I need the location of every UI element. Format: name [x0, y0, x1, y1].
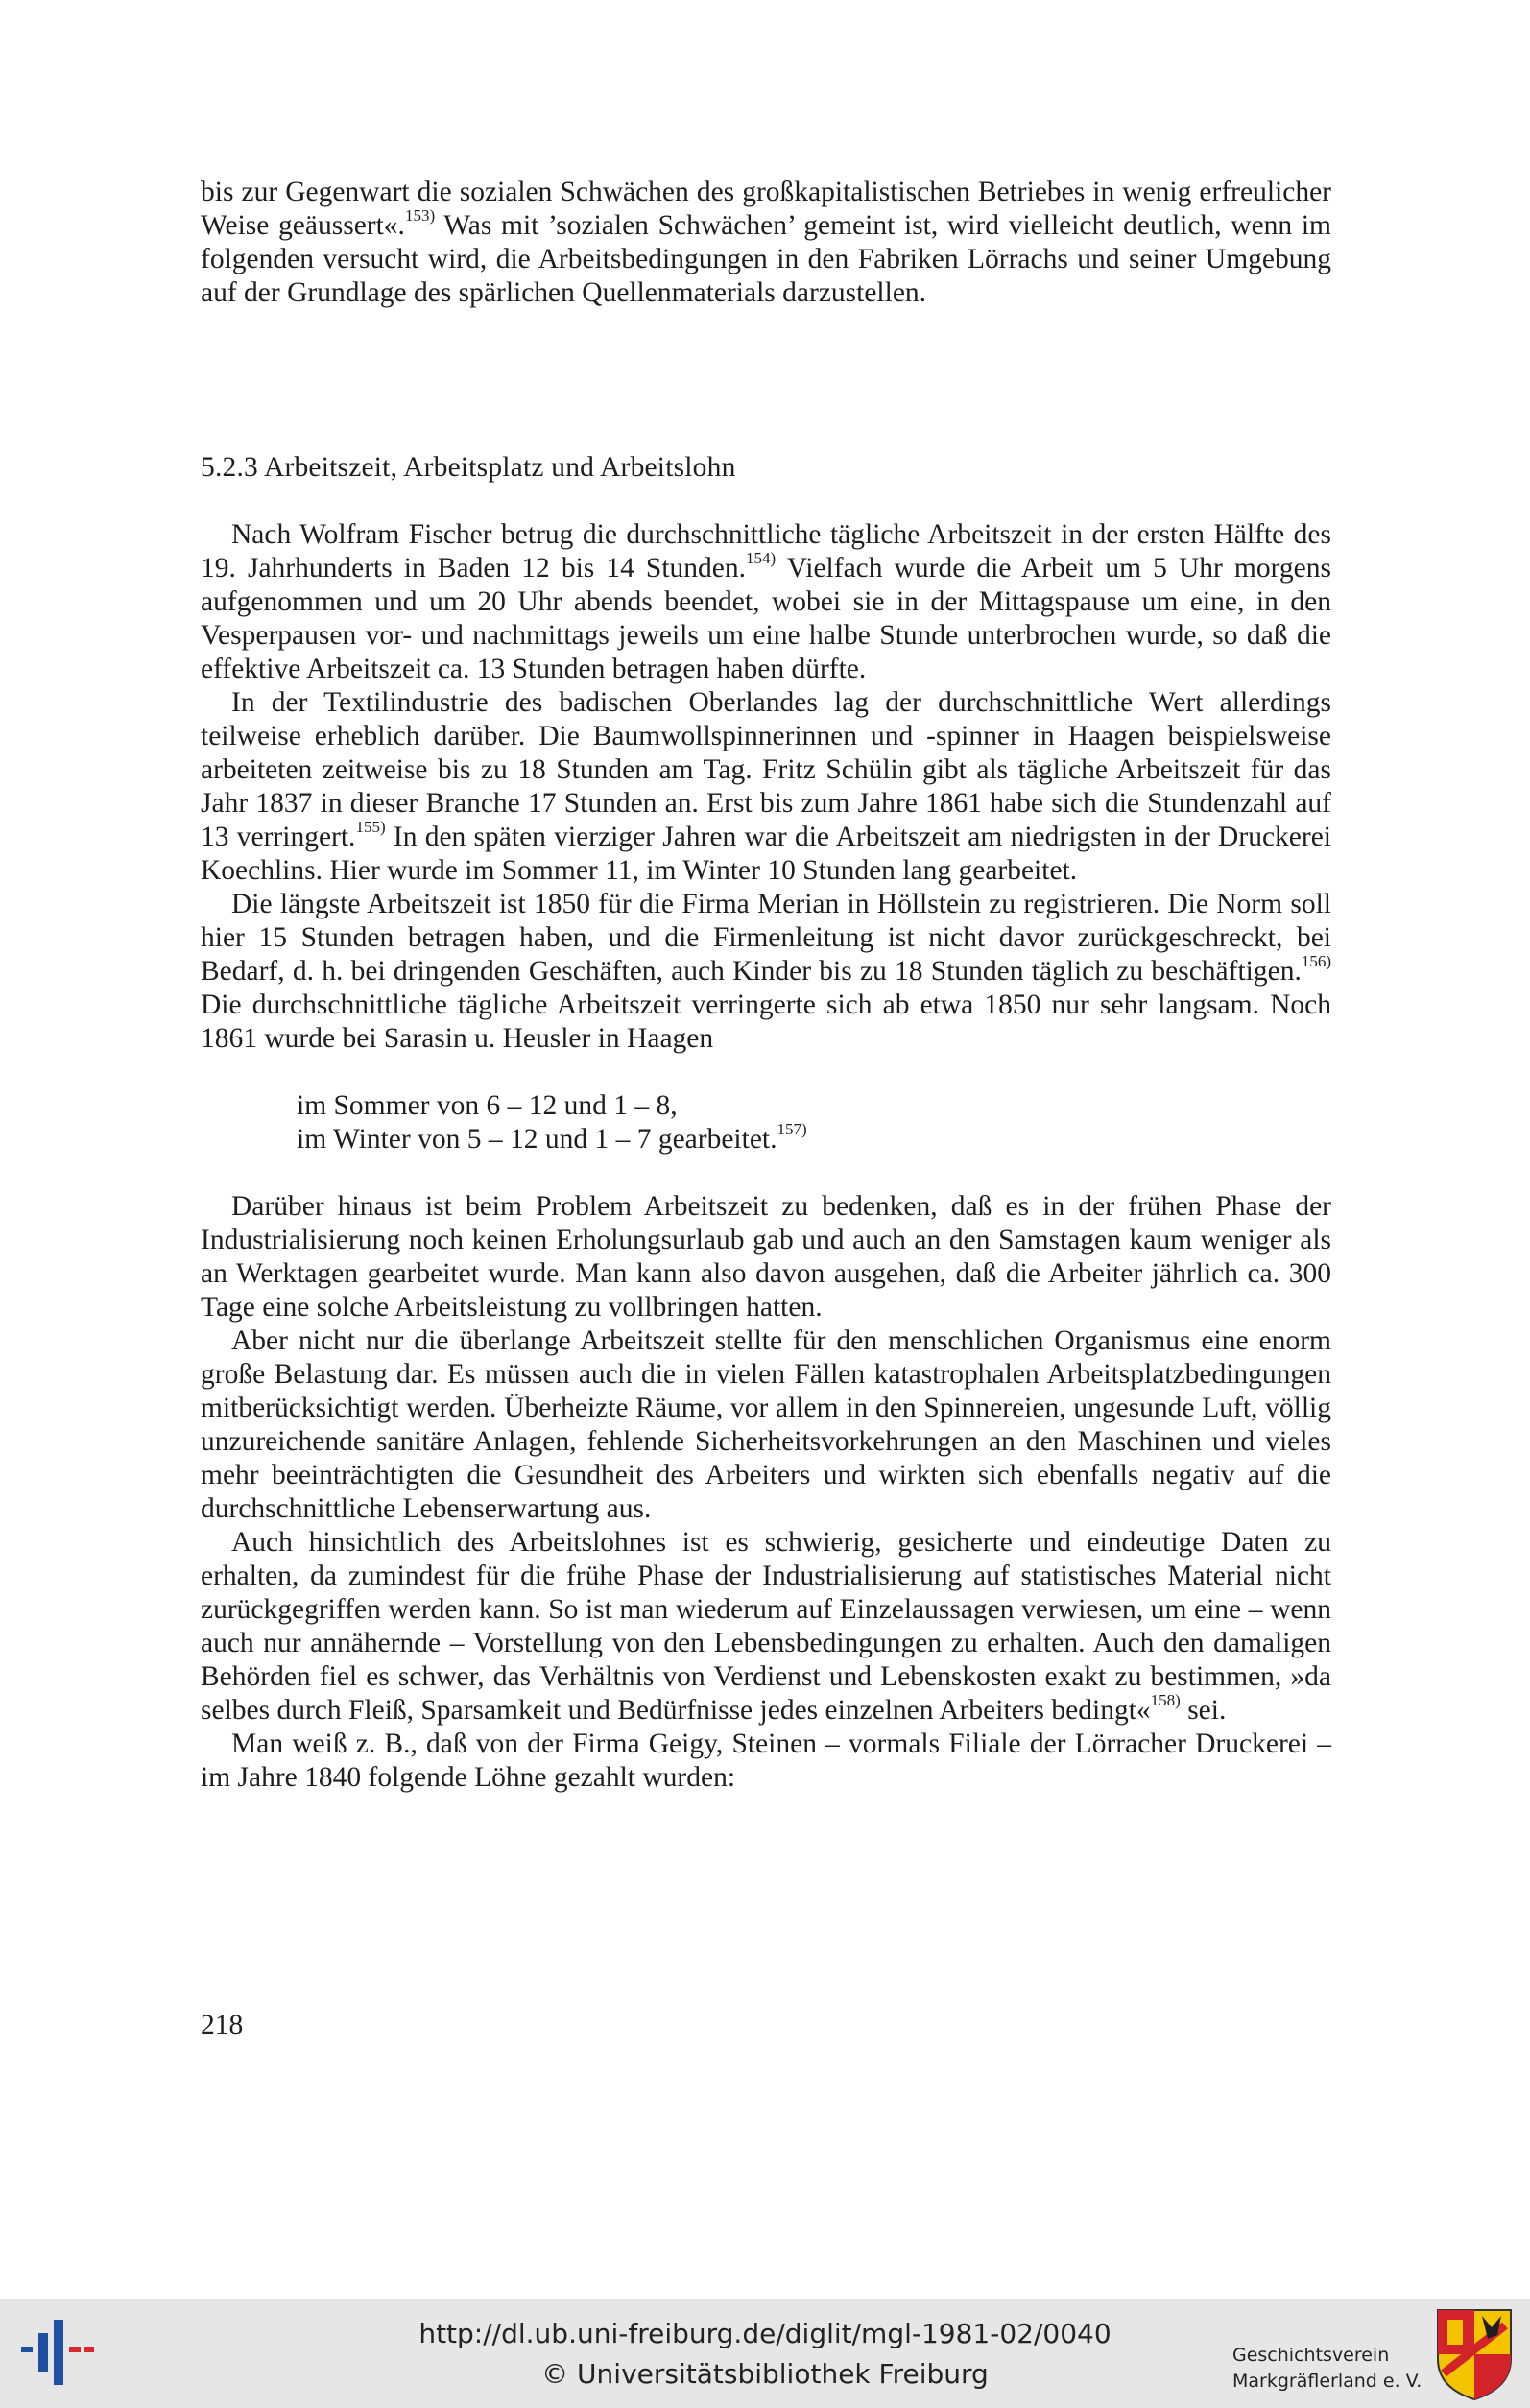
paragraph — [201, 888, 1331, 1056]
intro-text-a: bis zur Gegenwart die sozialen Schwächen des großkapitalistischen Betriebes in wenig erfreulicher Weise geäussert«. — [201, 177, 1331, 241]
intro-paragraph — [201, 176, 1331, 310]
paragraph: Darüber hinaus ist beim Problem Arbeitszeit zu bedenken, daß es in der frühen Phase der Industrialisierung noch keinen Erholungsurlaub gab und auch an den Samstagen kaum weniger als an Werktagen gearbeitet wurde. Man kann also davon ausgehen, daß die Arbeiter jährlich ca. 300 Tage eine solche Arbeitsleistung zu vollbringen hatten. — [201, 1191, 1331, 1323]
society-name-line2: Markgräflerland e. V. — [1232, 2371, 1422, 2392]
page-number: 218 — [201, 2010, 244, 2040]
intro-text-b: Was mit ’sozialen Schwächen’ gemeint ist, wird vielleicht deutlich, wenn im folgenden versucht wird, die Arbeitsbedingungen in den Fabriken Lörrachs und seiner Umgebung auf der Grundlage des spärlichen Quellenmaterials darzustellen. — [201, 210, 1331, 308]
footnote-ref: 156) — [1301, 952, 1331, 971]
footnote-ref: 154) — [746, 549, 777, 568]
footnote-ref: 158) — [1150, 1691, 1181, 1710]
paragraph-text: Nach Wolfram Fischer betrug die durchschnittliche tägliche Arbeitszeit in der ersten Hälfte des 19. Jahrhunderts in Baden 12 bis 14 Stunden. — [201, 519, 1331, 584]
paragraph — [201, 686, 1331, 888]
footnote-ref: 153) — [404, 206, 436, 226]
section-body — [201, 518, 1331, 1795]
paragraph-text: In den späten vierziger Jahren war die Arbeitszeit am niedrigsten in der Druckerei Koechlins. Hier wurde im Sommer 11, im Winter 10 Stunden lang gearbeitet. — [201, 822, 1331, 886]
work-schedule — [297, 1089, 1331, 1156]
paragraph-text: Die längste Arbeitszeit ist 1850 für die Firma Merian in Höllstein zu registrieren. Die Norm soll hier 15 Stunden betragen haben, und die Firmenleitung ist nicht davor zurückgeschreckt, bei Bedarf, d. h. bei dringenden Geschäften, auch Kinder bis zu 18 Stunden täglich zu beschäftigen. — [201, 889, 1331, 987]
footnote-ref: 155) — [355, 818, 386, 837]
section-heading: 5.2.3 Arbeitszeit, Arbeitsplatz und Arbeitslohn — [201, 452, 736, 483]
paragraph-text: Die durchschnittliche tägliche Arbeitszeit verringerte sich ab etwa 1850 nur sehr langsam. Noch 1861 wurde bei Sarasin u. Heusler in Haagen — [201, 989, 1331, 1054]
paragraph-text: Auch hinsichtlich des Arbeitslohnes ist es schwierig, gesicherte und eindeutige Daten zu erhalten, da zumindest für die frühe Phase der Industrialisierung auf statistisches Material nicht zurückgegriffen werden kann. So ist man wiederum auf Einzelaussagen verwiesen, um eine – wenn auch nur annähernde – Vorstellung von den Lebensbedingungen zu erhalten. Auch den damaligen Behörden fiel es schwer, das Verhältnis von Verdienst und Lebenskosten exakt zu bestimmen, »da selbes durch Fleiß, Sparsamkeit und Bedürfnisse jedes einzelnen Arbeiters bedingt« — [201, 1527, 1331, 1726]
coat-of-arms-icon — [1434, 2306, 1515, 2402]
paragraph-text: Vielfach wurde die Arbeit um 5 Uhr morgens aufgenommen und um 20 Uhr abends beendet, wobei sie in der Mittagspause um eine, in den Vesperpausen vor- und nachmittags jeweils um eine halbe Stunde unterbrochen wurde, so daß die effektive Arbeitszeit ca. 13 Stunden betragen haben dürfte. — [201, 553, 1331, 684]
schedule-summer: im Sommer von 6 – 12 und 1 – 8, — [297, 1090, 678, 1121]
paragraph-text: In der Textilindustrie des badischen Oberlandes lag der durchschnittliche Wert allerdings teilweise erheblich darüber. Die Baumwollspinnerinnen und -spinner in Haagen beispielsweise arbeiteten zeitweise bis zu 18 Stunden am Tag. Fritz Schülin gibt als tägliche Arbeitszeit für das Jahr 1837 in dieser Branche 17 Stunden an. Erst bis zum Jahre 1861 habe sich die Stundenzahl auf 13 verringert. — [201, 687, 1331, 852]
paragraph — [201, 518, 1331, 686]
society-name — [1232, 2343, 1422, 2395]
paragraph-text: sei. — [1180, 1695, 1227, 1726]
schedule-winter — [297, 1120, 1331, 1156]
paragraph: Man weiß z. B., daß von der Firma Geigy, Steinen – vormals Filiale der Lörracher Druckerei – im Jahre 1840 folgende Löhne gezahlt wurden: — [201, 1729, 1331, 1793]
society-name-line1: Geschichtsverein — [1232, 2345, 1390, 2366]
footer-bar — [0, 2299, 1530, 2408]
copyright-notice: © Universitätsbibliothek Freiburg — [541, 2358, 989, 2390]
footnote-ref: 157) — [777, 1120, 807, 1139]
document-url-link[interactable]: http://dl.ub.uni-freiburg.de/diglit/mgl-1981-02/0040 — [418, 2318, 1112, 2349]
paragraph: Aber nicht nur die überlange Arbeitszeit stellte für den menschlichen Organismus eine enorm große Belastung dar. Es müssen auch die in vielen Fällen katastrophalen Arbeitsplatzbedingungen mitberücksichtigt werden. Überheizte Räume, vor allem in den Spinnereien, ungesunde Luft, völlig unzureichende sanitäre Anlagen, fehlende Sicherheitsvorkehrungen an den Maschinen und vieles mehr beeinträchtigten die Gesundheit des Arbeiters und wirkten sich ebenfalls negativ auf die durchschnittliche Lebenserwartung aus. — [201, 1325, 1331, 1524]
paragraph — [201, 1526, 1331, 1728]
schedule-winter-text: im Winter von 5 – 12 und 1 – 7 gearbeitet. — [297, 1124, 777, 1155]
